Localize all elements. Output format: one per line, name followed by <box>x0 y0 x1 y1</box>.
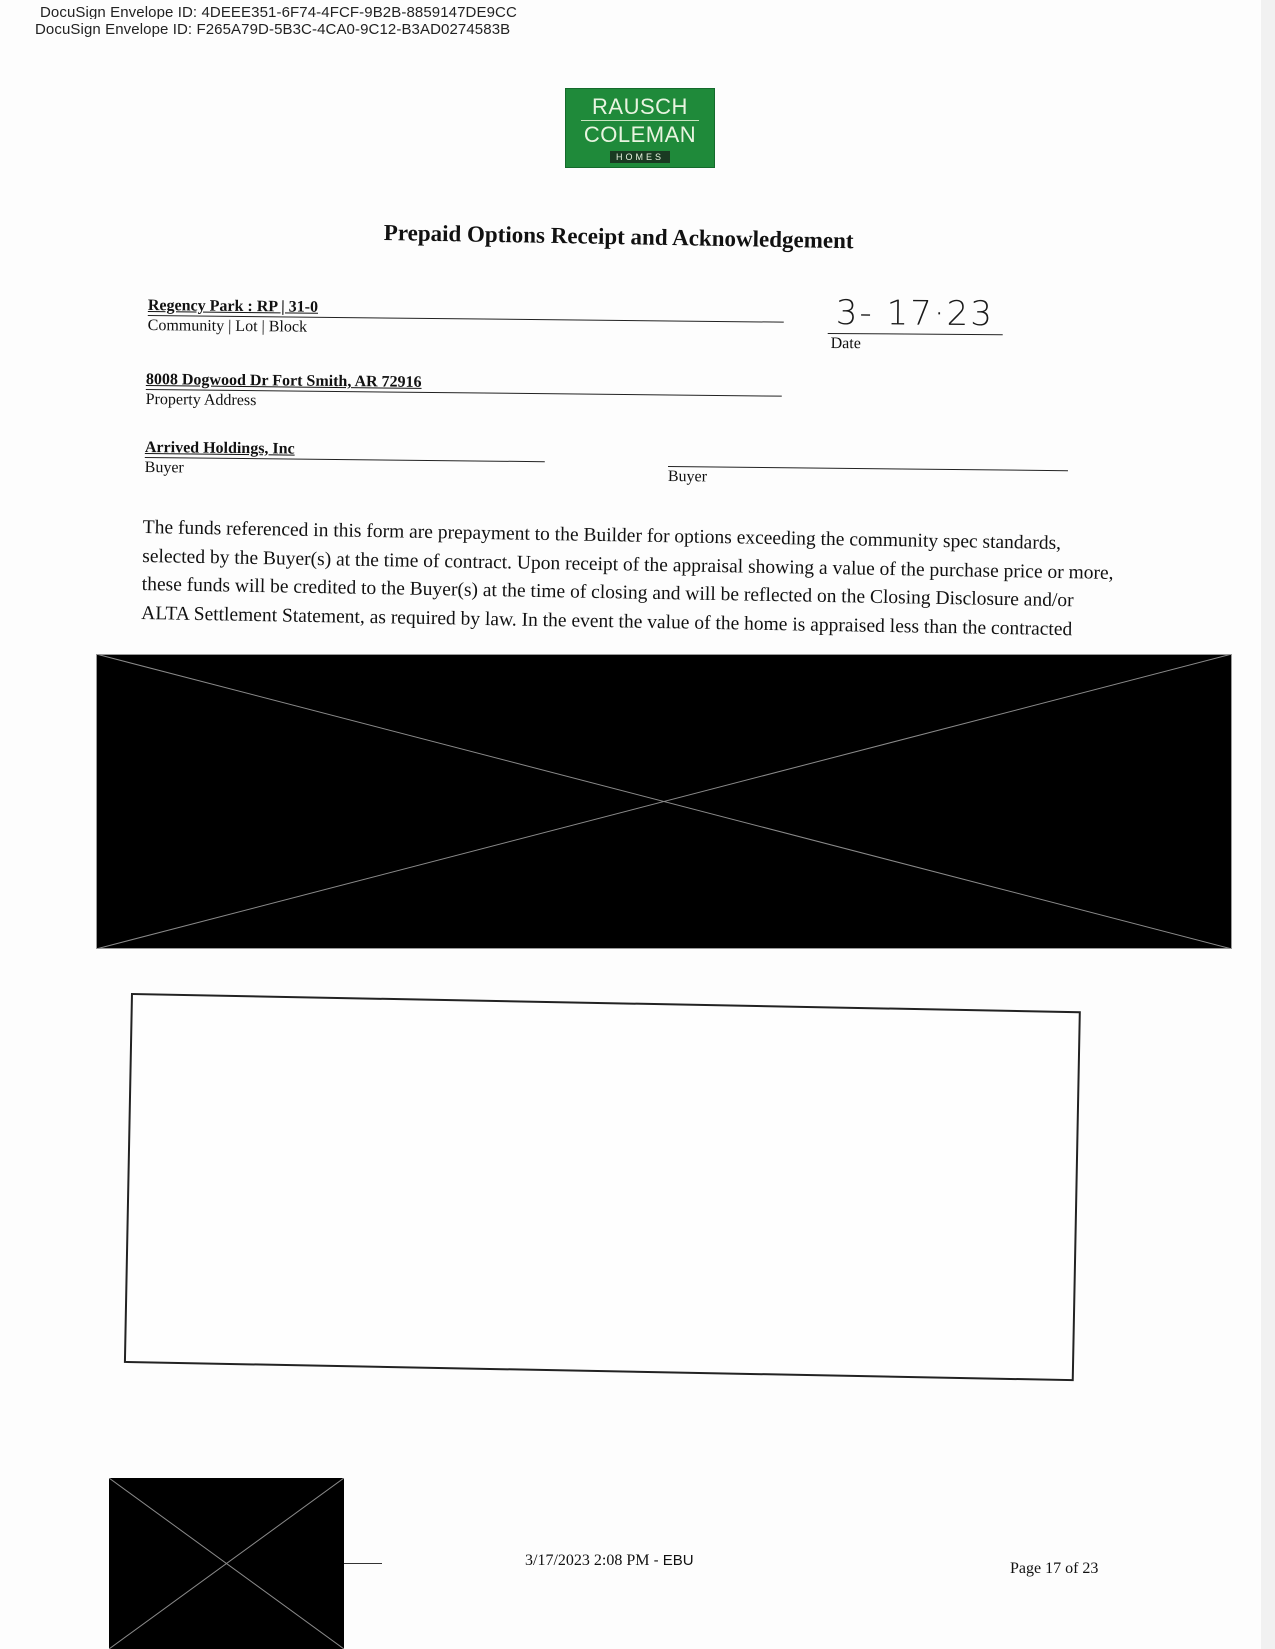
redaction-block <box>96 654 1232 949</box>
logo-text-homes: HOMES <box>610 151 670 163</box>
buyer-field-2 <box>668 466 1068 490</box>
date-label: Date <box>830 335 861 353</box>
company-logo <box>565 88 715 168</box>
initials-text: - EBU <box>649 1552 694 1569</box>
terms-text: The funds referenced in this form are prepayment to the Builder for options exceeding the community spec standards, selected by the Buyer(s) at the time of contract. Upon receipt of the appraisal showing a value of the purchase price or more, these funds will be credited to the Buyer(s) at the time of closing and will be reflected on the Closing Disclosure and/or ALTA Settlement Statement, as required by law. In the event the value of the home is appraised less than the contracted <box>141 516 1114 640</box>
property-address-value: 8008 Dogwood Dr Fort Smith, AR 72916 <box>145 371 422 391</box>
logo-text-coleman: COLEMAN <box>583 122 697 147</box>
community-field <box>148 297 784 342</box>
logo-divider <box>581 120 699 121</box>
page-edge-shadow <box>1261 0 1275 1649</box>
handwritten-date: 3- 17·23 <box>835 293 995 335</box>
page-number: Page 17 of 23 <box>1010 1560 1099 1577</box>
signing-timestamp <box>525 1552 694 1570</box>
date-field <box>828 293 1003 354</box>
logo-text-rausch: RAUSCH <box>592 94 688 119</box>
timestamp-text: 3/17/2023 2:08 PM <box>525 1552 650 1569</box>
envelope-id-line-2: DocuSign Envelope ID: F265A79D-5B3C-4CA0-9C12-B3AD0274583B <box>35 21 511 38</box>
buyer-1-value: Arrived Holdings, Inc <box>144 439 295 458</box>
property-address-label: Property Address <box>145 390 257 410</box>
community-value: Regency Park : RP | 31-0 <box>147 297 319 316</box>
envelope-id-line-1: DocuSign Envelope ID: 4DEEE351-6F74-4FCF-9B2B-8859147DE9CC <box>40 4 517 19</box>
buyer-field-1 <box>145 439 545 481</box>
property-address-field <box>146 371 782 416</box>
community-label: Community | Lot | Block <box>147 316 308 336</box>
redaction-signature-block <box>109 1478 344 1649</box>
terms-paragraph <box>141 514 1123 671</box>
document-title: Prepaid Options Receipt and Acknowledgement <box>383 220 854 254</box>
buyer-2-label: Buyer <box>667 467 708 486</box>
empty-options-box <box>124 993 1081 1381</box>
signature-line <box>344 1563 382 1564</box>
buyer-1-label: Buyer <box>144 458 184 477</box>
